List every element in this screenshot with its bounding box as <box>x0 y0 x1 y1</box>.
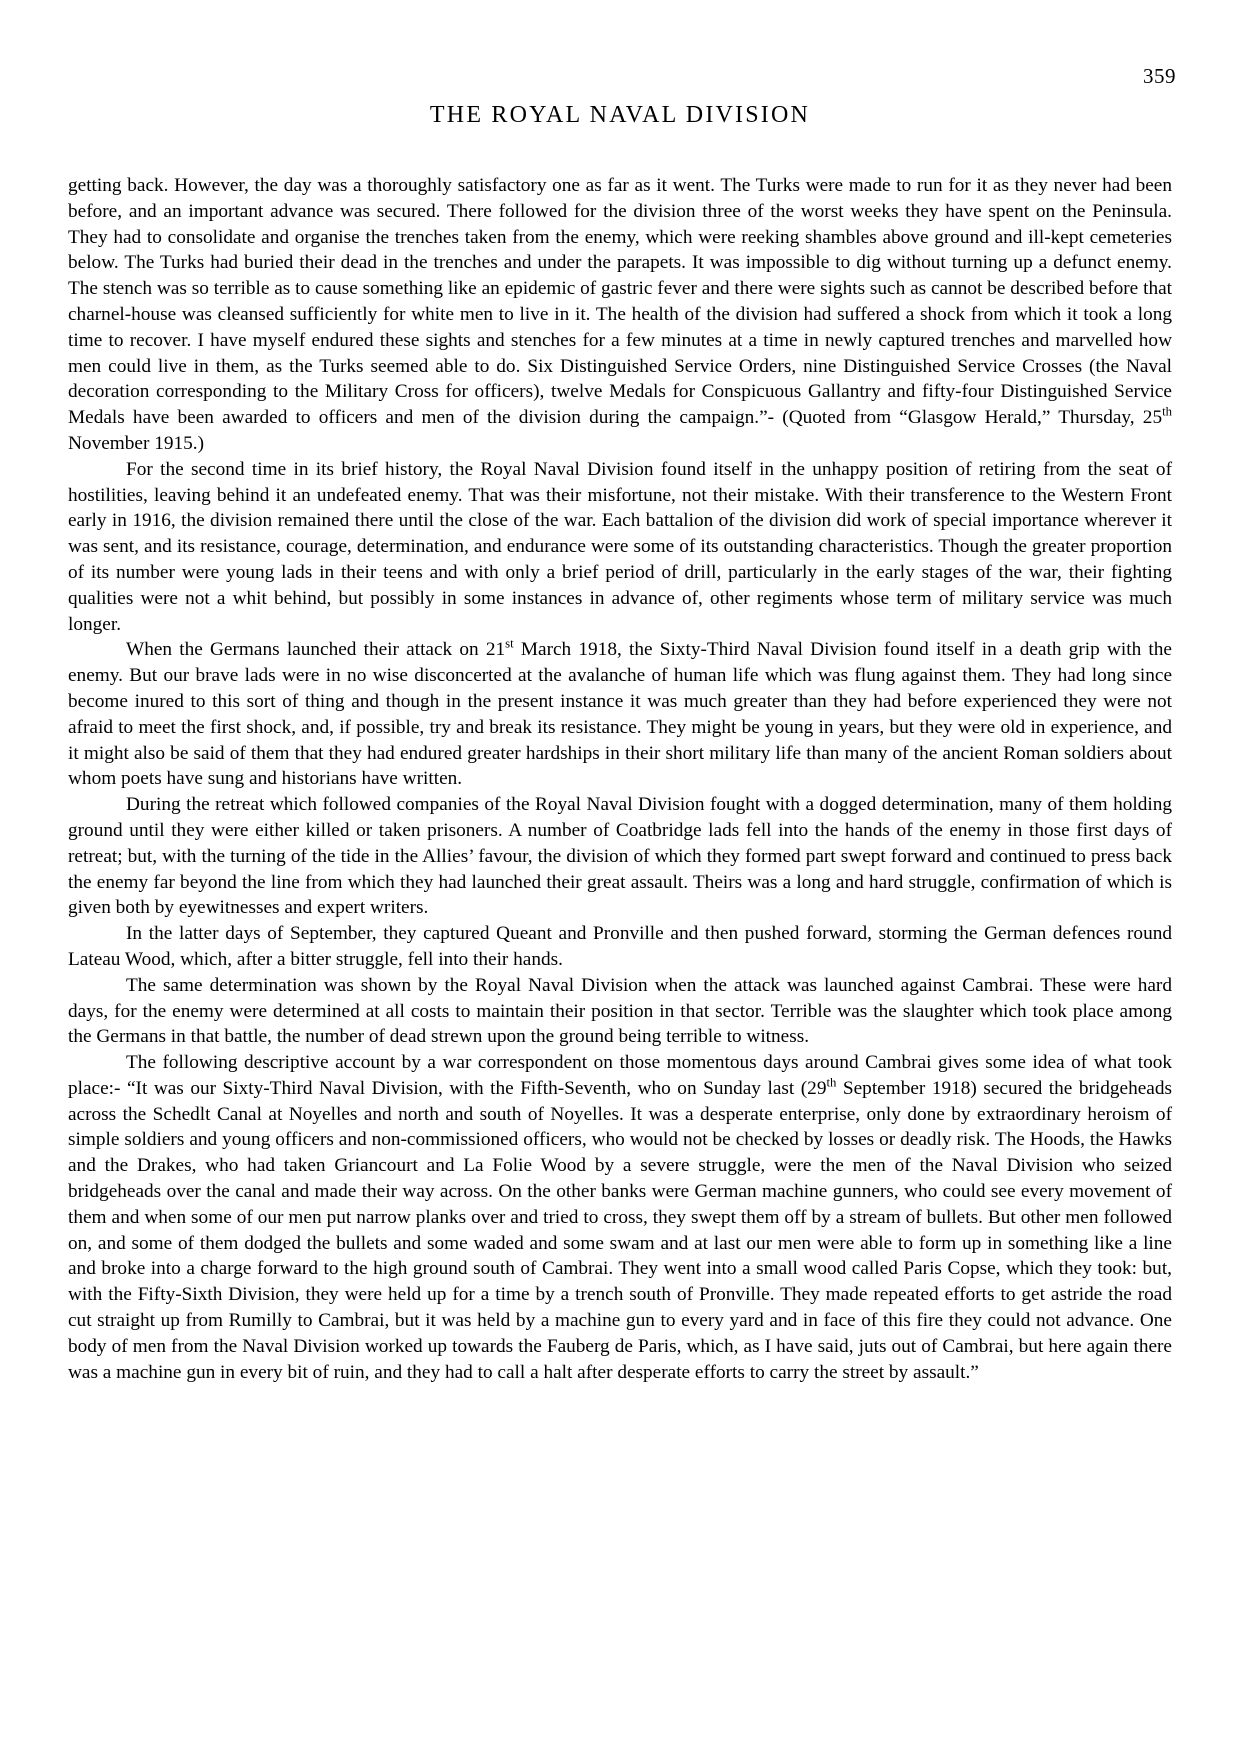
paragraph-2: For the second time in its brief history, the Royal Naval Division found itself in the unhappy position of retiring from the seat of hostilities, leaving behind it an undefeated enemy. That was their misfortune, not their mistake. With their transference to the Western Front early in 1916, the division remained there until the close of the war. Each battalion of the division did work of special importance wherever it was sent, and its resistance, courage, determination, and endurance were some of its outstanding characteristics. Though the greater proportion of its number were young lads in their teens and with only a brief period of drill, particularly in the early stages of the war, their fighting qualities were not a whit behind, but possibly in some instances in advance of, other regiments whose term of military service was much longer. <box>68 458 1172 635</box>
page-number: 359 <box>1143 64 1176 88</box>
paragraph-1 <box>68 173 1172 457</box>
paragraph-7 <box>68 1050 1172 1385</box>
paragraph-6: The same determination was shown by the Royal Naval Division when the attack was launched against Cambrai. These were hard days, for the enemy were determined at all costs to maintain their position in that sector. Terrible was the slaughter which took place among the Germans in that battle, the number of dead strewn upon the ground being terrible to witness. <box>68 974 1172 1048</box>
paragraph-4: During the retreat which followed companies of the Royal Naval Division fought with a dogged determination, many of them holding ground until they were either killed or taken prisoners. A number of Coatbridge lads fell into the hands of the enemy in those first days of retreat; but, with the turning of the tide in the Allies’ favour, the division of which they formed part swept forward and continued to press back the enemy far beyond the line from which they had launched their great assault. Theirs was a long and hard struggle, confirmation of which is given both by eyewitnesses and expert writers. <box>68 794 1172 919</box>
paragraph-3-ordinal-suffix: st <box>505 636 514 651</box>
paragraph-7-ordinal-suffix: th <box>826 1075 837 1090</box>
paragraph-5: In the latter days of September, they captured Queant and Pronville and then pushed forward, storming the German defences round Lateau Wood, which, after a bitter struggle, fell into their hands. <box>68 923 1172 970</box>
paragraph-7-text: The following descriptive account by a war correspondent on those momentous days around Cambrai gives some idea of what took place:- “It was our Sixty-Third Naval Division, with the Fifth-Seventh, who on Sunday last (29 <box>68 1052 1172 1099</box>
paragraph-1-text-cont: November 1915.) <box>68 432 205 454</box>
running-head: THE ROYAL NAVAL DIVISION <box>429 102 811 128</box>
paragraph-1-ordinal-suffix: th <box>1162 404 1172 419</box>
paragraph-1-text: getting back. However, the day was a thoroughly satisfactory one as far as it went. The Turks were made to run for it as they never had been before, and an important advance was secured. There followed for the division three of the worst weeks they have spent on the Peninsula. They had to consolidate and organise the trenches taken from the enemy, which were reeking shambles above ground and ill-kept cemeteries below. The Turks had buried their dead in the trenches and under the parapets. It was impossible to dig without turning up a defunct enemy. The stench was so terrible as to cause something like an epidemic of gastric fever and there were sights such as cannot be described before that charnel-house was cleansed sufficiently for white men to live in it. The health of the division had suffered a shock from which it took a long time to recover. I have myself endured these sights and stenches for a few minutes at a time in newly captured trenches and marvelled how men could live in them, as the Turks seemed able to do. Six Distinguished Service Orders, nine Distinguished Service Crosses (the Naval decoration corresponding to the Military Cross for officers), twelve Medals for Conspicuous Gallantry and fifty-four Distinguished Service Medals have been awarded to officers and men of the division during the campaign.”- (Quoted from “Glasgow Herald,” Thursday, 25 <box>68 175 1172 429</box>
body-text <box>64 173 1176 1385</box>
paragraph-3-text: When the Germans launched their attack on 21 <box>126 639 506 661</box>
paragraph-3-text-cont: March 1918, the Sixty-Third Naval Division found itself in a death grip with the enemy. But our brave lads were in no wise disconcerted at the avalanche of human life which was flung against them. They had long since become inured to this sort of thing and though in the present instance it was much greater than they had before experienced they were not afraid to meet the first shock, and, if possible, try and break its resistance. They might be young in years, but they were old in experience, and it might also be said of them that they had endured greater hardships in their short military life than many of the ancient Roman soldiers about whom poets have sung and historians have written. <box>68 639 1172 790</box>
paragraph-7-text-cont: September 1918) secured the bridgeheads across the Schedlt Canal at Noyelles and north and south of Noyelles. It was a desperate enterprise, only done by extraordinary heroism of simple soldiers and young officers and non-commissioned officers, who would not be checked by losses or deadly risk. The Hoods, the Hawks and the Drakes, who had taken Griancourt and La Folie Wood by a severe struggle, were the men of the Naval Division who seized bridgeheads over the canal and made their way across. On the other banks were German machine gunners, who could see every movement of them and when some of our men put narrow planks over and tried to cross, they swept them off by a stream of bullets. But other men followed on, and some of them dodged the bullets and some waded and some swam and at last our men were able to form up in something like a line and broke into a charge forward to the high ground south of Cambrai. They went into a small wood called Paris Copse, which they took: but, with the Fifty-Sixth Division, they were held up for a time by a trench south of Pronville. They made repeated efforts to get astride the road cut straight up from Rumilly to Cambrai, but it was held by a machine gun to every yard and in face of this fire they could not advance. One body of men from the Naval Division worked up towards the Fauberg de Paris, which, as I have said, juts out of Cambrai, but here again there was a machine gun in every bit of ruin, and they had to call a halt after desperate efforts to carry the street by assault.” <box>68 1077 1172 1383</box>
paragraph-3 <box>68 637 1172 792</box>
